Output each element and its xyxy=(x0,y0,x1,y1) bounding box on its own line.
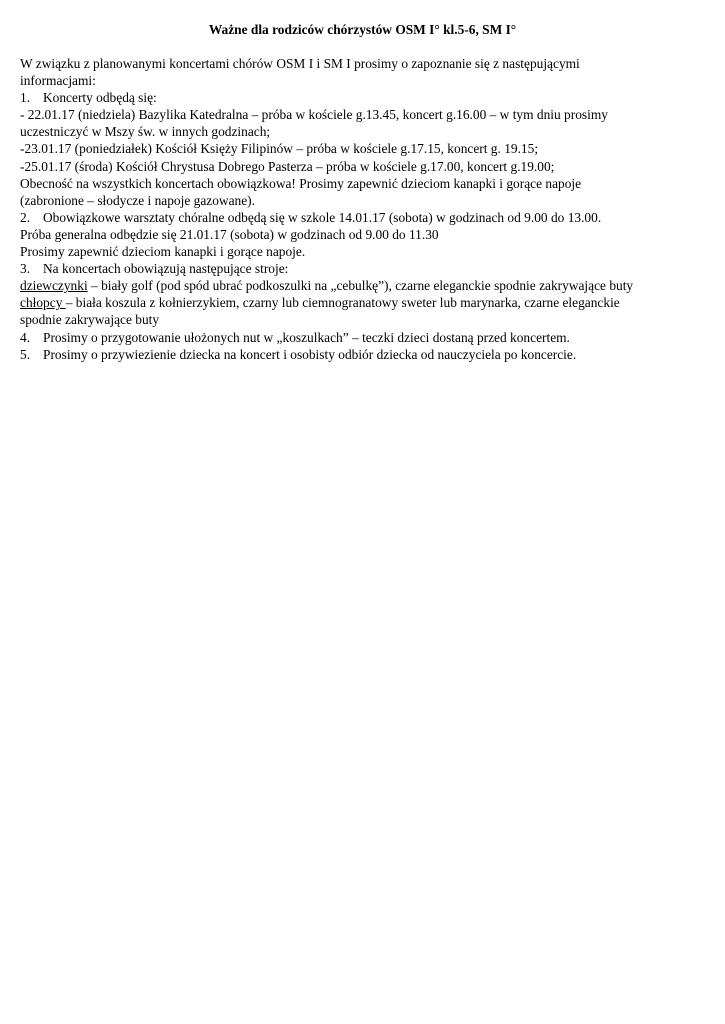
attendance-note: Obecność na wszystkich koncertach obowiązkowa! Prosimy zapewnić dzieciom kanapki i gorące napoje xyxy=(20,175,582,191)
list-item-5 xyxy=(20,346,710,363)
list-item-3-heading xyxy=(20,260,710,277)
document-body xyxy=(20,55,710,363)
girls-label: dziewczynki xyxy=(20,278,88,294)
concert-line: -25.01.17 (środa) Kościół Chrystusa Dobrego Pasterza – próba w kościele g.17.00, koncert g.19.00; xyxy=(20,158,555,174)
concert-line: -23.01.17 (poniedziałek) Kościół Księży Filipinów – próba w kościele g.17.15, koncert g. 19.15; xyxy=(20,141,539,157)
list-item-text: Koncerty odbędą się: xyxy=(43,90,157,106)
list-item-text: Prosimy o przygotowanie ułożonych nut w „koszulkach” – teczki dzieci dostaną przed koncertem. xyxy=(43,329,570,345)
list-item-2-heading xyxy=(20,209,710,226)
list-item-text: Na koncertach obowiązują następujące stroje: xyxy=(43,261,289,277)
document-title: Ważne dla rodziców chórzystów OSM I° kl.5-6, SM I° xyxy=(208,22,517,37)
attendance-note: (zabronione – słodycze i napoje gazowane). xyxy=(20,192,255,208)
dress-code-girls xyxy=(20,277,710,294)
concert-line: - 22.01.17 (niedziela) Bazylika Katedralna – próba w kościele g.13.45, koncert g.16.00 – w tym dniu prosimy xyxy=(20,107,608,123)
dress-code-boys xyxy=(20,294,710,311)
girls-text: – biały golf (pod spód ubrać podkoszulki na „cebulkę”), czarne eleganckie spodnie zakrywające buty xyxy=(87,278,634,294)
list-item-text: Obowiązkowe warsztaty chóralne odbędą się w szkole 14.01.17 (sobota) w godzinach od 9.00 do 13.00. xyxy=(43,209,602,225)
intro-line: W związku z planowanymi koncertami chórów OSM I i SM I prosimy o zapoznanie się z następującymi xyxy=(20,56,580,71)
list-number: 3. xyxy=(20,261,31,277)
list-item-text: Prosimy o przywiezienie dziecka na koncert i osobisty odbiór dziecka od nauczyciela po koncercie. xyxy=(43,346,577,362)
list-number: 1. xyxy=(20,90,31,106)
dress-code-boys-continued: spodnie zakrywające buty xyxy=(20,312,160,328)
list-number: 5. xyxy=(20,346,31,362)
list-number: 4. xyxy=(20,329,31,345)
list-number: 2. xyxy=(20,209,31,225)
list-item-1-heading xyxy=(20,89,710,106)
rehearsal-line: Próba generalna odbędzie się 21.01.17 (sobota) w godzinach od 9.00 do 11.30 xyxy=(20,226,439,242)
intro-line: informacjami: xyxy=(20,73,96,89)
boys-text: – biała koszula z kołnierzykiem, czarny lub ciemnogranatowy sweter lub marynarka, czarne eleganckie xyxy=(65,295,620,311)
concert-line: uczestniczyć w Mszy św. w innych godzinach; xyxy=(20,124,271,140)
boys-label: chłopcy xyxy=(20,295,66,311)
list-item-4 xyxy=(20,329,710,346)
rehearsal-line: Prosimy zapewnić dzieciom kanapki i gorące napoje. xyxy=(20,244,306,260)
